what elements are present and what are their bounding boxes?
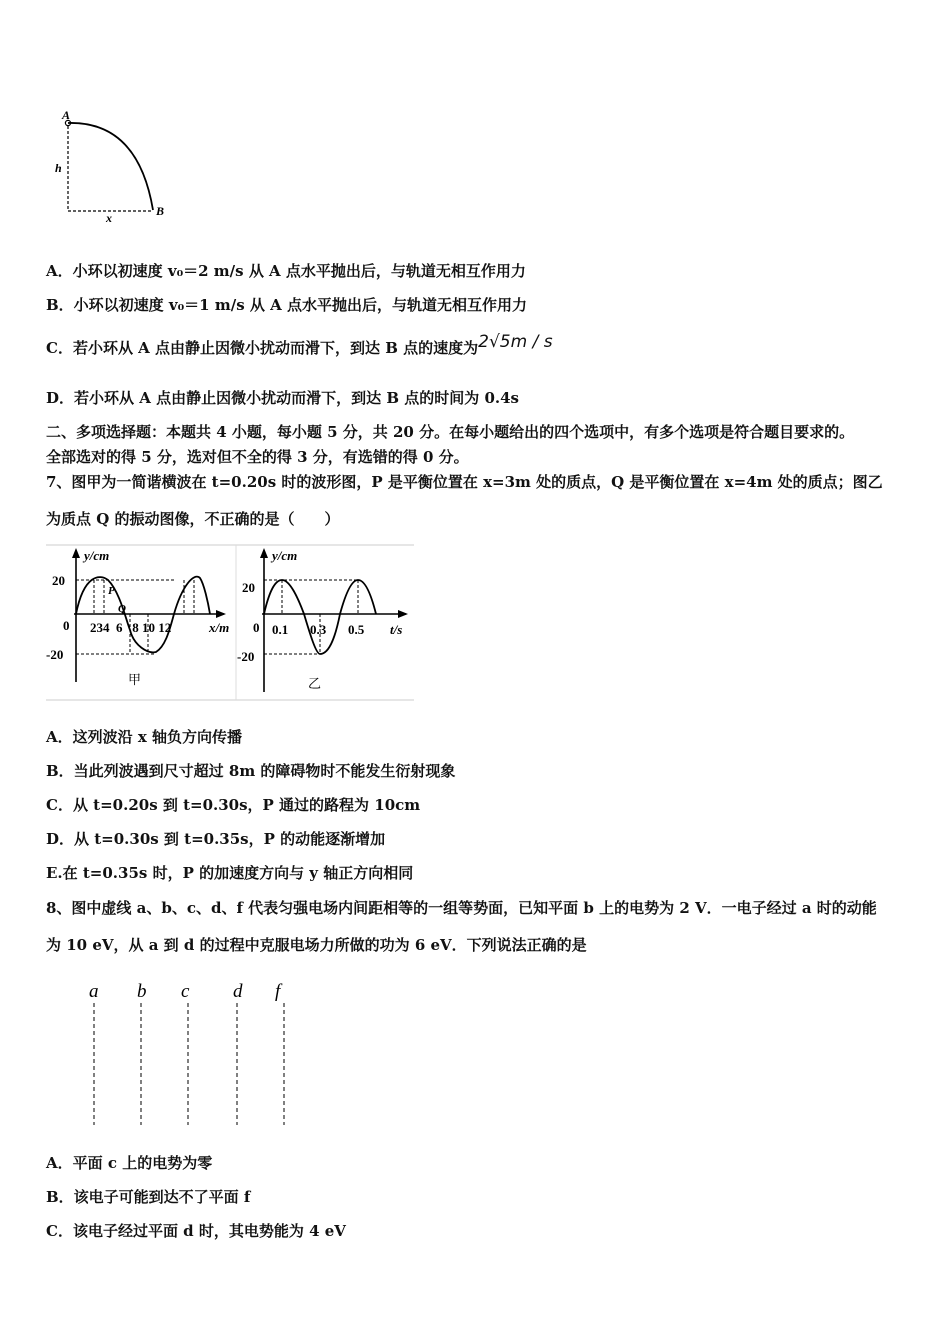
track-figure: [50, 105, 180, 225]
equipotential-figure: [80, 975, 300, 1130]
q8-option-b: B．该电子可能到达不了平面 f: [46, 1188, 251, 1206]
point-b-label: B: [156, 204, 165, 218]
plane-label-b: b: [137, 981, 147, 1002]
q6-option-d: D．若小环从 A 点由静止因微小扰动而滑下，到达 B 点的时间为 0.4s: [46, 389, 519, 407]
yi-tick-0-1: 0.1: [272, 622, 289, 637]
q6-option-a: A．小环以初速度 v₀＝2 m/s 从 A 点水平抛出后，与轨道无相互作用力: [46, 262, 526, 280]
q7-option-b: B．当此列波遇到尺寸超过 8m 的障碍物时不能发生衍射现象: [46, 762, 456, 780]
plane-label-a: a: [89, 981, 99, 1002]
graph-jia: [46, 548, 229, 687]
yi-xlabel: t/s: [390, 622, 403, 637]
plane-label-c: c: [181, 981, 190, 1002]
q6-option-c: [46, 332, 553, 358]
jia-xlabel: x/m: [209, 620, 230, 635]
graph-yi: [236, 545, 408, 700]
q6-option-c-text: C．若小环从 A 点由静止因微小扰动而滑下，到达 B 点的速度为: [46, 339, 479, 357]
yi-caption: 乙: [308, 676, 322, 691]
point-a-label: A: [62, 108, 71, 122]
q7-stem-line2: 为质点 Q 的振动图像，不正确的是（ ）: [46, 510, 340, 528]
jia-yn20: -20: [46, 647, 64, 662]
plane-label-f: f: [275, 981, 281, 1002]
jia-y20: 20: [52, 573, 65, 588]
height-label: h: [55, 161, 62, 175]
jia-point-q: Q: [118, 603, 126, 615]
jia-caption: 甲: [128, 672, 142, 687]
distance-label: x: [106, 211, 112, 225]
q7-option-c: C．从 t=0.20s 到 t=0.30s，P 通过的路程为 10cm: [46, 796, 421, 814]
yi-origin: 0: [253, 620, 260, 635]
yi-ylabel: y/cm: [272, 548, 298, 563]
yi-yn20: -20: [237, 649, 255, 664]
track-curve: [68, 123, 153, 210]
section2-heading-line1: 二、多项选择题：本题共 4 小题，每小题 5 分，共 20 分。在每小题给出的四个选项中，有多个选项是符合题目要求的。: [46, 423, 855, 441]
q7-option-d: D．从 t=0.30s 到 t=0.35s，P 的动能逐渐增加: [46, 830, 386, 848]
jia-origin: 0: [63, 618, 70, 633]
q7-option-e: E.在 t=0.35s 时，P 的加速度方向与 y 轴正方向相同: [46, 864, 414, 882]
yi-tick-0-5: 0.5: [348, 622, 365, 637]
q8-option-c: C．该电子经过平面 d 时，其电势能为 4 eV: [46, 1222, 346, 1240]
jia-ticks: 234 6 8 10 12: [90, 620, 172, 635]
yi-tick-0-3: 0.3: [310, 622, 327, 637]
q6-option-c-formula: 2√5m / s: [478, 332, 553, 352]
q8-stem-line2: 为 10 eV，从 a 到 d 的过程中克服电场力所做的功为 6 eV．下列说法正确的是: [46, 936, 587, 954]
yi-y20: 20: [242, 580, 255, 595]
q7-stem-line1: 7、图甲为一简谐横波在 t=0.20s 时的波形图，P 是平衡位置在 x=3m 处的质点，Q 是平衡位置在 x=4m 处的质点；图乙: [46, 473, 883, 491]
q8-option-a: A．平面 c 上的电势为零: [46, 1154, 213, 1172]
q8-stem-line1: 8、图中虚线 a、b、c、d、f 代表匀强电场内间距相等的一组等势面，已知平面 b 上的电势为 2 V．一电子经过 a 时的动能: [46, 899, 877, 917]
jia-point-p: P: [108, 585, 115, 597]
wave-figures: [44, 542, 416, 702]
q7-option-a: A．这列波沿 x 轴负方向传播: [46, 728, 243, 746]
q6-option-b: B．小环以初速度 v₀＝1 m/s 从 A 点水平抛出后，与轨道无相互作用力: [46, 296, 527, 314]
plane-label-d: d: [233, 981, 243, 1002]
jia-ylabel: y/cm: [84, 548, 110, 563]
section2-heading-line2: 全部选对的得 5 分，选对但不全的得 3 分，有选错的得 0 分。: [46, 448, 469, 466]
